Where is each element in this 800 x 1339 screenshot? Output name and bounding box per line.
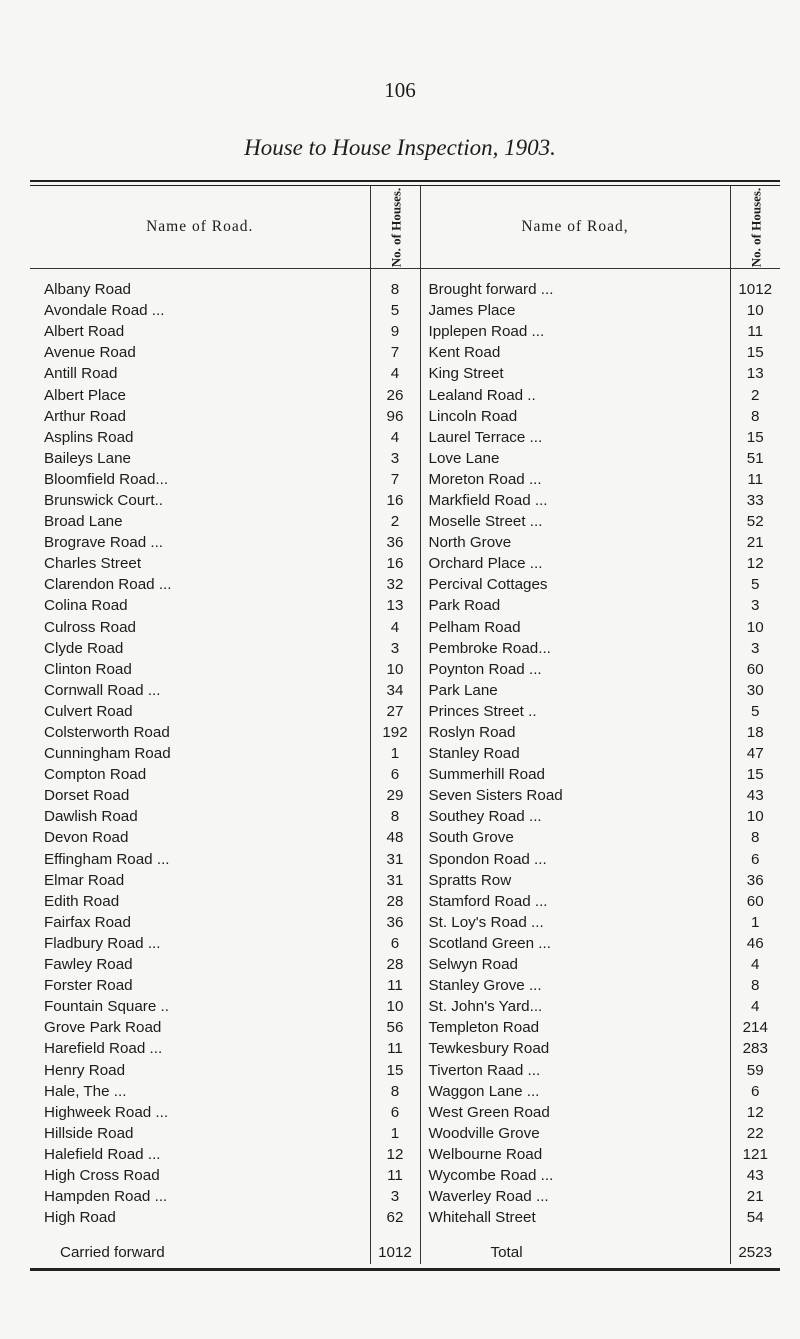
table-row (30, 701, 780, 722)
road-name-right: Orchard Place ... (428, 555, 543, 573)
road-name-left: Baileys Lane (44, 449, 131, 467)
house-count-left: 48 (370, 827, 420, 848)
house-count-left: 4 (370, 617, 420, 638)
road-name-right: Poynton Road ... (428, 660, 542, 678)
road-name-right: South Grove (428, 829, 514, 847)
road-name-left: Clyde Road (44, 639, 124, 657)
road-name-left: Hampden Road ... (44, 1188, 168, 1206)
table-row (30, 680, 780, 701)
carried-forward-total: 1012 (370, 1240, 420, 1264)
road-name-right: Templeton Road (428, 1019, 540, 1037)
house-count-left: 10 (370, 996, 420, 1017)
house-count-left: 28 (370, 954, 420, 975)
table-row (30, 384, 780, 405)
table-row (30, 1038, 780, 1059)
road-name-left: Broad Lane (44, 513, 123, 531)
road-name-left: Elmar Road (44, 871, 125, 889)
road-name-left: Asplins Road (44, 428, 134, 446)
table-row (30, 1059, 780, 1080)
house-count-right: 43 (730, 785, 780, 806)
road-name-left: Edith Road (44, 892, 120, 910)
road-name-right: Wycombe Road ... (428, 1166, 554, 1184)
road-name-right: Brought forward ... (428, 281, 554, 299)
road-name-left: Cunningham Road (44, 745, 171, 763)
house-count-left: 56 (370, 1017, 420, 1038)
road-name-right: North Grove (428, 534, 512, 552)
table-row (30, 511, 780, 532)
house-count-right: 10 (730, 806, 780, 827)
road-name-right: Spratts Row (428, 871, 512, 889)
house-count-left: 10 (370, 659, 420, 680)
road-name-right: St. John's Yard... (428, 998, 543, 1016)
inspection-table (30, 186, 780, 1264)
road-name-left: Cornwall Road ... (44, 681, 161, 699)
road-name-left: Hillside Road (44, 1124, 134, 1142)
house-count-left: 31 (370, 849, 420, 870)
table-row (30, 954, 780, 975)
table-row (30, 532, 780, 553)
table-row (30, 617, 780, 638)
house-count-left: 3 (370, 1186, 420, 1207)
table-row (30, 321, 780, 342)
house-count-right: 6 (730, 1081, 780, 1102)
table-row (30, 1144, 780, 1165)
house-count-left: 29 (370, 785, 420, 806)
page-title: House to House Inspection, 1903. (244, 135, 556, 160)
road-name-left: Arthur Road (44, 407, 126, 425)
house-count-right: 1012 (730, 269, 780, 301)
table-row (30, 1123, 780, 1144)
house-count-left: 62 (370, 1207, 420, 1228)
house-count-left: 192 (370, 722, 420, 743)
house-count-right: 60 (730, 891, 780, 912)
house-count-right: 52 (730, 511, 780, 532)
table-row (30, 469, 780, 490)
road-name-right: Stamford Road ... (428, 892, 548, 910)
table-row (30, 448, 780, 469)
table-row (30, 659, 780, 680)
table-row (30, 269, 780, 301)
house-count-right: 51 (730, 448, 780, 469)
table-row (30, 975, 780, 996)
house-count-right: 8 (730, 975, 780, 996)
table-row (30, 1165, 780, 1186)
house-count-right: 121 (730, 1144, 780, 1165)
road-name-left: Fountain Square .. (44, 998, 169, 1016)
house-count-right: 30 (730, 680, 780, 701)
house-count-left: 16 (370, 553, 420, 574)
house-count-right: 11 (730, 321, 780, 342)
house-count-right: 8 (730, 406, 780, 427)
house-count-right: 3 (730, 595, 780, 616)
table-header-row (30, 186, 780, 269)
road-name-right: Stanley Road (428, 745, 520, 763)
road-name-right: Love Lane (428, 449, 500, 467)
road-name-left: Harefield Road ... (44, 1040, 163, 1058)
road-name-left: Bloomfield Road... (44, 470, 169, 488)
road-name-left: Brograve Road ... (44, 534, 164, 552)
table-row (30, 638, 780, 659)
road-name-right: Summerhill Road (428, 766, 545, 784)
table-row (30, 595, 780, 616)
house-count-right: 12 (730, 553, 780, 574)
house-count-right: 13 (730, 363, 780, 384)
house-count-right: 214 (730, 1017, 780, 1038)
road-name-right: Stanley Grove ... (428, 977, 542, 995)
house-count-right: 60 (730, 659, 780, 680)
table-row (30, 912, 780, 933)
house-count-left: 12 (370, 1144, 420, 1165)
house-count-left: 36 (370, 912, 420, 933)
road-name-right: St. Loy's Road ... (428, 913, 544, 931)
header-road-name-right: Name of Road, (420, 186, 730, 269)
house-count-left: 26 (370, 384, 420, 405)
header-houses-right-label: No. of Houses. (748, 187, 763, 267)
road-name-right: Tiverton Raad ... (428, 1061, 541, 1079)
house-count-right: 4 (730, 996, 780, 1017)
table-row (30, 1207, 780, 1228)
page-number: 106 (384, 78, 416, 102)
house-count-left: 8 (370, 1081, 420, 1102)
house-count-left: 8 (370, 806, 420, 827)
table-row (30, 1017, 780, 1038)
house-count-right: 6 (730, 849, 780, 870)
table-row (30, 827, 780, 848)
house-count-right: 1 (730, 912, 780, 933)
road-name-right: Park Road (428, 597, 501, 615)
house-count-right: 15 (730, 427, 780, 448)
road-name-right: Pelham Road (428, 618, 521, 636)
road-name-left: Halefield Road ... (44, 1145, 161, 1163)
table-row (30, 870, 780, 891)
road-name-right: Spondon Road ... (428, 850, 547, 868)
house-count-right: 36 (730, 870, 780, 891)
bottom-rule (30, 1268, 780, 1271)
road-name-right: Percival Cottages (428, 576, 548, 594)
table-row (30, 427, 780, 448)
road-name-left: High Cross Road (44, 1166, 160, 1184)
house-count-left: 9 (370, 321, 420, 342)
house-count-left: 16 (370, 490, 420, 511)
house-count-right: 283 (730, 1038, 780, 1059)
header-road-name-left: Name of Road. (30, 186, 370, 269)
road-name-right: Lealand Road .. (428, 386, 536, 404)
road-name-right: Tewkesbury Road (428, 1040, 550, 1058)
house-count-right: 22 (730, 1123, 780, 1144)
road-name-left: Avondale Road ... (44, 302, 165, 320)
house-count-left: 1 (370, 1123, 420, 1144)
house-count-left: 32 (370, 574, 420, 595)
house-count-right: 47 (730, 743, 780, 764)
road-name-left: Compton Road (44, 766, 147, 784)
road-name-left: Dorset Road (44, 787, 130, 805)
table-row (30, 785, 780, 806)
house-count-right: 21 (730, 532, 780, 553)
road-name-left: Devon Road (44, 829, 129, 847)
road-name-right: Selwyn Road (428, 956, 518, 974)
house-count-left: 6 (370, 933, 420, 954)
road-name-right: Princes Street .. (428, 702, 537, 720)
house-count-right: 54 (730, 1207, 780, 1228)
house-count-left: 2 (370, 511, 420, 532)
table-row (30, 406, 780, 427)
table-row (30, 1102, 780, 1123)
road-name-right: Lincoln Road (428, 407, 518, 425)
road-name-right: King Street (428, 365, 504, 383)
road-name-right: Seven Sisters Road (428, 787, 563, 805)
road-name-left: Albert Road (44, 323, 125, 341)
road-name-right: Moselle Street ... (428, 513, 543, 531)
house-count-left: 11 (370, 1038, 420, 1059)
header-houses-left-label: No. of Houses. (388, 187, 403, 267)
table-row (30, 342, 780, 363)
table-row (30, 933, 780, 954)
carried-forward-label: Carried forward (60, 1243, 165, 1261)
house-count-left: 28 (370, 891, 420, 912)
road-name-left: Clarendon Road ... (44, 576, 172, 594)
table-row (30, 300, 780, 321)
table-row (30, 363, 780, 384)
house-count-right: 5 (730, 574, 780, 595)
house-count-left: 3 (370, 638, 420, 659)
road-name-right: Laurel Terrace ... (428, 428, 543, 446)
road-name-left: Culross Road (44, 618, 137, 636)
road-name-left: Grove Park Road (44, 1019, 162, 1037)
house-count-right: 10 (730, 617, 780, 638)
table-row (30, 553, 780, 574)
house-count-left: 27 (370, 701, 420, 722)
house-count-right: 46 (730, 933, 780, 954)
header-houses-left (370, 186, 420, 269)
table-row (30, 806, 780, 827)
house-count-left: 31 (370, 870, 420, 891)
spacer-row (30, 1228, 780, 1240)
header-houses-right (730, 186, 780, 269)
house-count-left: 11 (370, 1165, 420, 1186)
house-count-left: 8 (370, 269, 420, 301)
house-count-left: 7 (370, 469, 420, 490)
house-count-left: 34 (370, 680, 420, 701)
road-name-right: Pembroke Road... (428, 639, 551, 657)
house-count-left: 1 (370, 743, 420, 764)
road-name-right: Kent Road (428, 344, 501, 362)
house-count-left: 6 (370, 1102, 420, 1123)
road-name-right: Woodville Grove (428, 1124, 540, 1142)
road-name-left: Avenue Road (44, 344, 136, 362)
total-label: Total (490, 1243, 523, 1261)
road-name-left: High Road (44, 1209, 116, 1227)
road-name-left: Colsterworth Road (44, 724, 170, 742)
road-name-right: Waverley Road ... (428, 1188, 549, 1206)
road-name-right: Ipplepen Road ... (428, 323, 545, 341)
table-row (30, 1186, 780, 1207)
house-count-right: 11 (730, 469, 780, 490)
road-name-left: Effingham Road ... (44, 850, 170, 868)
road-name-right: Markfield Road ... (428, 491, 548, 509)
road-name-left: Colina Road (44, 597, 128, 615)
road-name-right: West Green Road (428, 1103, 550, 1121)
road-name-right: Roslyn Road (428, 724, 516, 742)
totals-row (30, 1240, 780, 1264)
road-name-left: Brunswick Court.. (44, 491, 164, 509)
house-count-right: 15 (730, 342, 780, 363)
road-name-left: Albany Road (44, 281, 131, 299)
table-row (30, 764, 780, 785)
inspection-table-container (30, 180, 780, 1271)
house-count-left: 15 (370, 1059, 420, 1080)
road-name-left: Henry Road (44, 1061, 126, 1079)
table-row (30, 722, 780, 743)
house-count-right: 10 (730, 300, 780, 321)
house-count-right: 43 (730, 1165, 780, 1186)
table-row (30, 996, 780, 1017)
house-count-right: 5 (730, 701, 780, 722)
top-double-rule (30, 180, 780, 182)
table-row (30, 574, 780, 595)
house-count-left: 96 (370, 406, 420, 427)
road-name-left: Clinton Road (44, 660, 132, 678)
house-count-left: 5 (370, 300, 420, 321)
house-count-left: 13 (370, 595, 420, 616)
table-row (30, 891, 780, 912)
house-count-right: 33 (730, 490, 780, 511)
house-count-right: 8 (730, 827, 780, 848)
table-row (30, 849, 780, 870)
house-count-right: 15 (730, 764, 780, 785)
house-count-right: 21 (730, 1186, 780, 1207)
road-name-right: Park Lane (428, 681, 498, 699)
road-name-right: Scotland Green ... (428, 934, 551, 952)
table-body (30, 269, 780, 1265)
house-count-right: 3 (730, 638, 780, 659)
grand-total: 2523 (730, 1240, 780, 1264)
table-row (30, 490, 780, 511)
road-name-left: Culvert Road (44, 702, 133, 720)
road-name-left: Forster Road (44, 977, 133, 995)
house-count-left: 3 (370, 448, 420, 469)
road-name-right: Southey Road ... (428, 808, 542, 826)
road-name-right: James Place (428, 302, 516, 320)
table-row (30, 1081, 780, 1102)
house-count-left: 4 (370, 427, 420, 448)
road-name-right: Whitehall Street (428, 1209, 536, 1227)
road-name-right: Waggon Lane ... (428, 1082, 540, 1100)
road-name-left: Fairfax Road (44, 913, 131, 931)
house-count-left: 36 (370, 532, 420, 553)
house-count-right: 4 (730, 954, 780, 975)
house-count-right: 59 (730, 1059, 780, 1080)
house-count-left: 4 (370, 363, 420, 384)
house-count-left: 11 (370, 975, 420, 996)
road-name-left: Antill Road (44, 365, 118, 383)
house-count-right: 18 (730, 722, 780, 743)
road-name-left: Dawlish Road (44, 808, 138, 826)
road-name-left: Highweek Road ... (44, 1103, 169, 1121)
house-count-left: 6 (370, 764, 420, 785)
house-count-left: 7 (370, 342, 420, 363)
road-name-left: Hale, The ... (44, 1082, 127, 1100)
road-name-left: Albert Place (44, 386, 126, 404)
road-name-left: Fladbury Road ... (44, 934, 161, 952)
table-row (30, 743, 780, 764)
road-name-right: Welbourne Road (428, 1145, 543, 1163)
house-count-right: 12 (730, 1102, 780, 1123)
house-count-right: 2 (730, 384, 780, 405)
road-name-right: Moreton Road ... (428, 470, 542, 488)
road-name-left: Fawley Road (44, 956, 133, 974)
road-name-left: Charles Street (44, 555, 142, 573)
